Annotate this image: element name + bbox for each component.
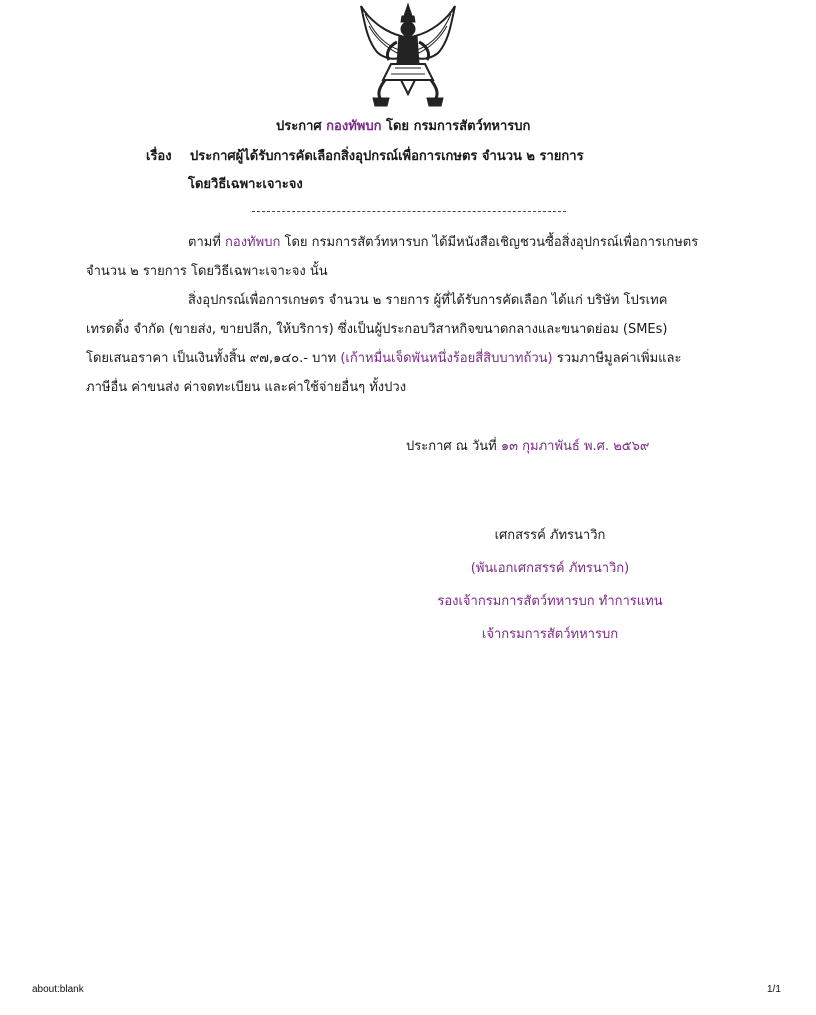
subject-line-2: โดยวิธีเฉพาะเจาะจง bbox=[188, 177, 303, 192]
announcement-title bbox=[276, 117, 530, 137]
paragraph-1-line-2: จำนวน ๒ รายการ โดยวิธีเฉพาะเจาะจง นั้น bbox=[86, 264, 328, 279]
divider bbox=[252, 211, 566, 212]
p1-lead: ตามที่ bbox=[188, 235, 221, 250]
paragraph-1-line-1 bbox=[188, 233, 698, 253]
announce-date: ๑๓ กุมภาพันธ์ พ.ศ. ๒๕๖๙ bbox=[500, 439, 650, 454]
signature-full-name: (พันเอกเศกสรรค์ ภัทรนาวิก) bbox=[470, 561, 630, 576]
subject-line-1: ประกาศผู้ได้รับการคัดเลือกสิ่งอุปกรณ์เพื่อการเกษตร จำนวน ๒ รายการ bbox=[190, 149, 584, 164]
announce-date-line bbox=[406, 437, 649, 457]
price-tax-note: รวมภาษีมูลค่าเพิ่มและ bbox=[556, 351, 682, 366]
announce-label: ประกาศ ณ วันที่ bbox=[406, 439, 497, 454]
signature-signed-name: เศกสรรค์ ภัทรนาวิก bbox=[494, 528, 606, 543]
signature-position-1: รองเจ้ากรมการสัตว์ทหารบก ทำการแทน bbox=[437, 594, 663, 609]
signature-position-2: เจ้ากรมการสัตว์ทหารบก bbox=[481, 627, 619, 642]
title-prefix: ประกาศ bbox=[276, 119, 322, 134]
garuda-emblem-icon bbox=[355, 2, 461, 110]
title-suffix: โดย กรมการสัตว์ทหารบก bbox=[386, 119, 531, 134]
footer-page-number: 1/1 bbox=[767, 984, 781, 995]
price-in-words: (เก้าหมื่นเจ็ดพันหนึ่งร้อยสี่สิบบาทถ้วน) bbox=[340, 351, 553, 366]
paragraph-2-line-1: สิ่งอุปกรณ์เพื่อการเกษตร จำนวน ๒ รายการ ผู้ที่ได้รับการคัดเลือก ได้แก่ บริษัท โปรเทค bbox=[188, 293, 668, 308]
price-text: โดยเสนอราคา เป็นเงินทั้งสิ้น ๙๗,๑๔๐.- บาท bbox=[86, 351, 337, 366]
subject-label: เรื่อง bbox=[146, 149, 172, 164]
p1-rest: โดย กรมการสัตว์ทหารบก ได้มีหนังสือเชิญชวนซื้อสิ่งอุปกรณ์เพื่อการเกษตร bbox=[284, 235, 699, 250]
paragraph-2-line-4: ภาษีอื่น ค่าขนส่ง ค่าจดทะเบียน และค่าใช้จ่ายอื่นๆ ทั้งปวง bbox=[86, 380, 407, 395]
paragraph-2-line-2: เทรดดิ้ง จำกัด (ขายส่ง, ขายปลีก, ให้บริการ) ซึ่งเป็นผู้ประกอบวิสาหกิจขนาดกลางและขนาดย่อม (SMEs) bbox=[86, 322, 668, 337]
footer-url: about:blank bbox=[32, 984, 84, 995]
title-org: กองทัพบก bbox=[326, 119, 382, 134]
p1-org: กองทัพบก bbox=[225, 235, 281, 250]
paragraph-2-line-3 bbox=[86, 349, 681, 369]
